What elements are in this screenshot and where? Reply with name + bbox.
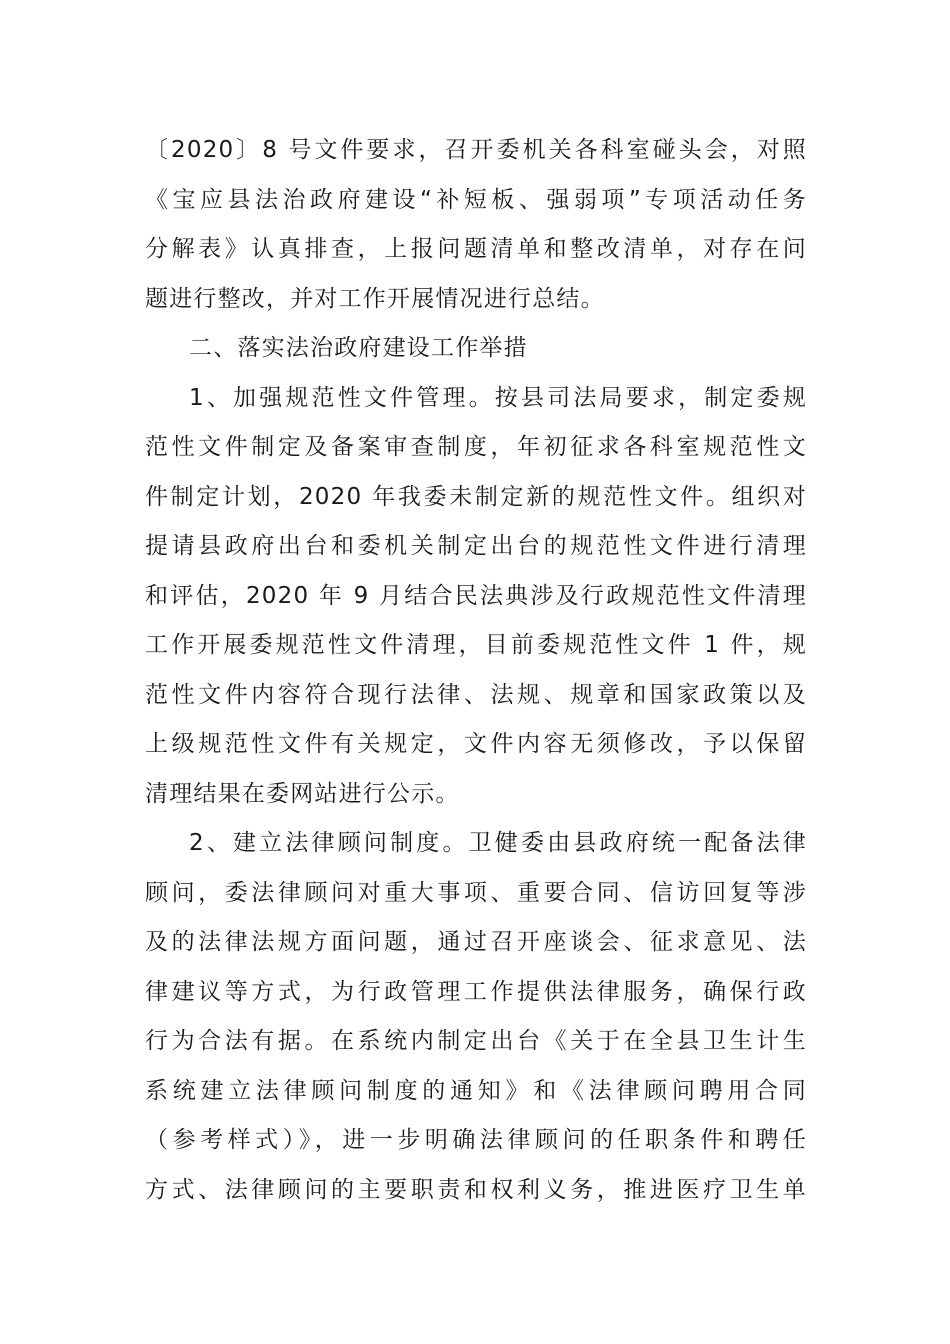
text-line: 1、加强规范性文件管理。按县司法局要求，制定委规: [189, 384, 807, 411]
text-line: 范性文件制定及备案审查制度，年初征求各科室规范性文: [145, 434, 807, 460]
text-line: 件制定计划，2020 年我委未制定新的规范性文件。组织对: [145, 483, 807, 510]
text-line: 范性文件内容符合现行法律、法规、规章和国家政策以及: [145, 681, 807, 708]
text-line: 2、建立法律顾问制度。卫健委由县政府统一配备法律: [189, 830, 807, 856]
paragraph-continuation: [145, 126, 807, 324]
text-line: 上级规范性文件有关规定，文件内容无须修改，予以保留: [145, 731, 807, 757]
text-line: 及的法律法规方面问题，通过召开座谈会、征求意见、法: [145, 929, 807, 955]
text-line: 律建议等方式，为行政管理工作提供法律服务，确保行政: [145, 978, 807, 1005]
text-line: 清理结果在委网站进行公示。: [145, 780, 460, 807]
text-line: 系统建立法律顾问制度的通知》和《法律顾问聘用合同: [145, 1077, 807, 1104]
section-heading: [145, 324, 807, 374]
text-line: 和评估，2020 年 9 月结合民法典涉及行政规范性文件清理: [145, 582, 807, 609]
paragraph-item-1: [145, 374, 807, 820]
heading-line: 二、落实法治政府建设工作举措: [189, 335, 528, 361]
text-line: 行为合法有据。在系统内制定出台《关于在全县卫生计生: [145, 1028, 807, 1054]
paragraph-item-2: [145, 819, 807, 1215]
text-line: 方式、法律顾问的主要职责和权利义务，推进医疗卫生单: [145, 1176, 807, 1203]
text-line: 工作开展委规范性文件清理，目前委规范性文件 1 件，规: [145, 632, 807, 658]
text-line: 〔2020〕8 号文件要求，召开委机关各科室碰头会，对照: [145, 137, 807, 163]
text-line: 《宝应县法治政府建设“补短板、强弱项”专项活动任务: [145, 186, 807, 213]
document-body: [145, 126, 807, 1215]
text-line: 顾问，委法律顾问对重大事项、重要合同、信访回复等涉: [145, 879, 807, 906]
text-line: 题进行整改，并对工作开展情况进行总结。: [145, 285, 605, 312]
text-line: 提请县政府出台和委机关制定出台的规范性文件进行清理: [145, 533, 807, 559]
text-line: （参考样式）》，进一步明确法律顾问的任职条件和聘任: [145, 1127, 807, 1153]
text-line: 分解表》认真排查，上报问题清单和整改清单，对存在问: [145, 236, 807, 262]
